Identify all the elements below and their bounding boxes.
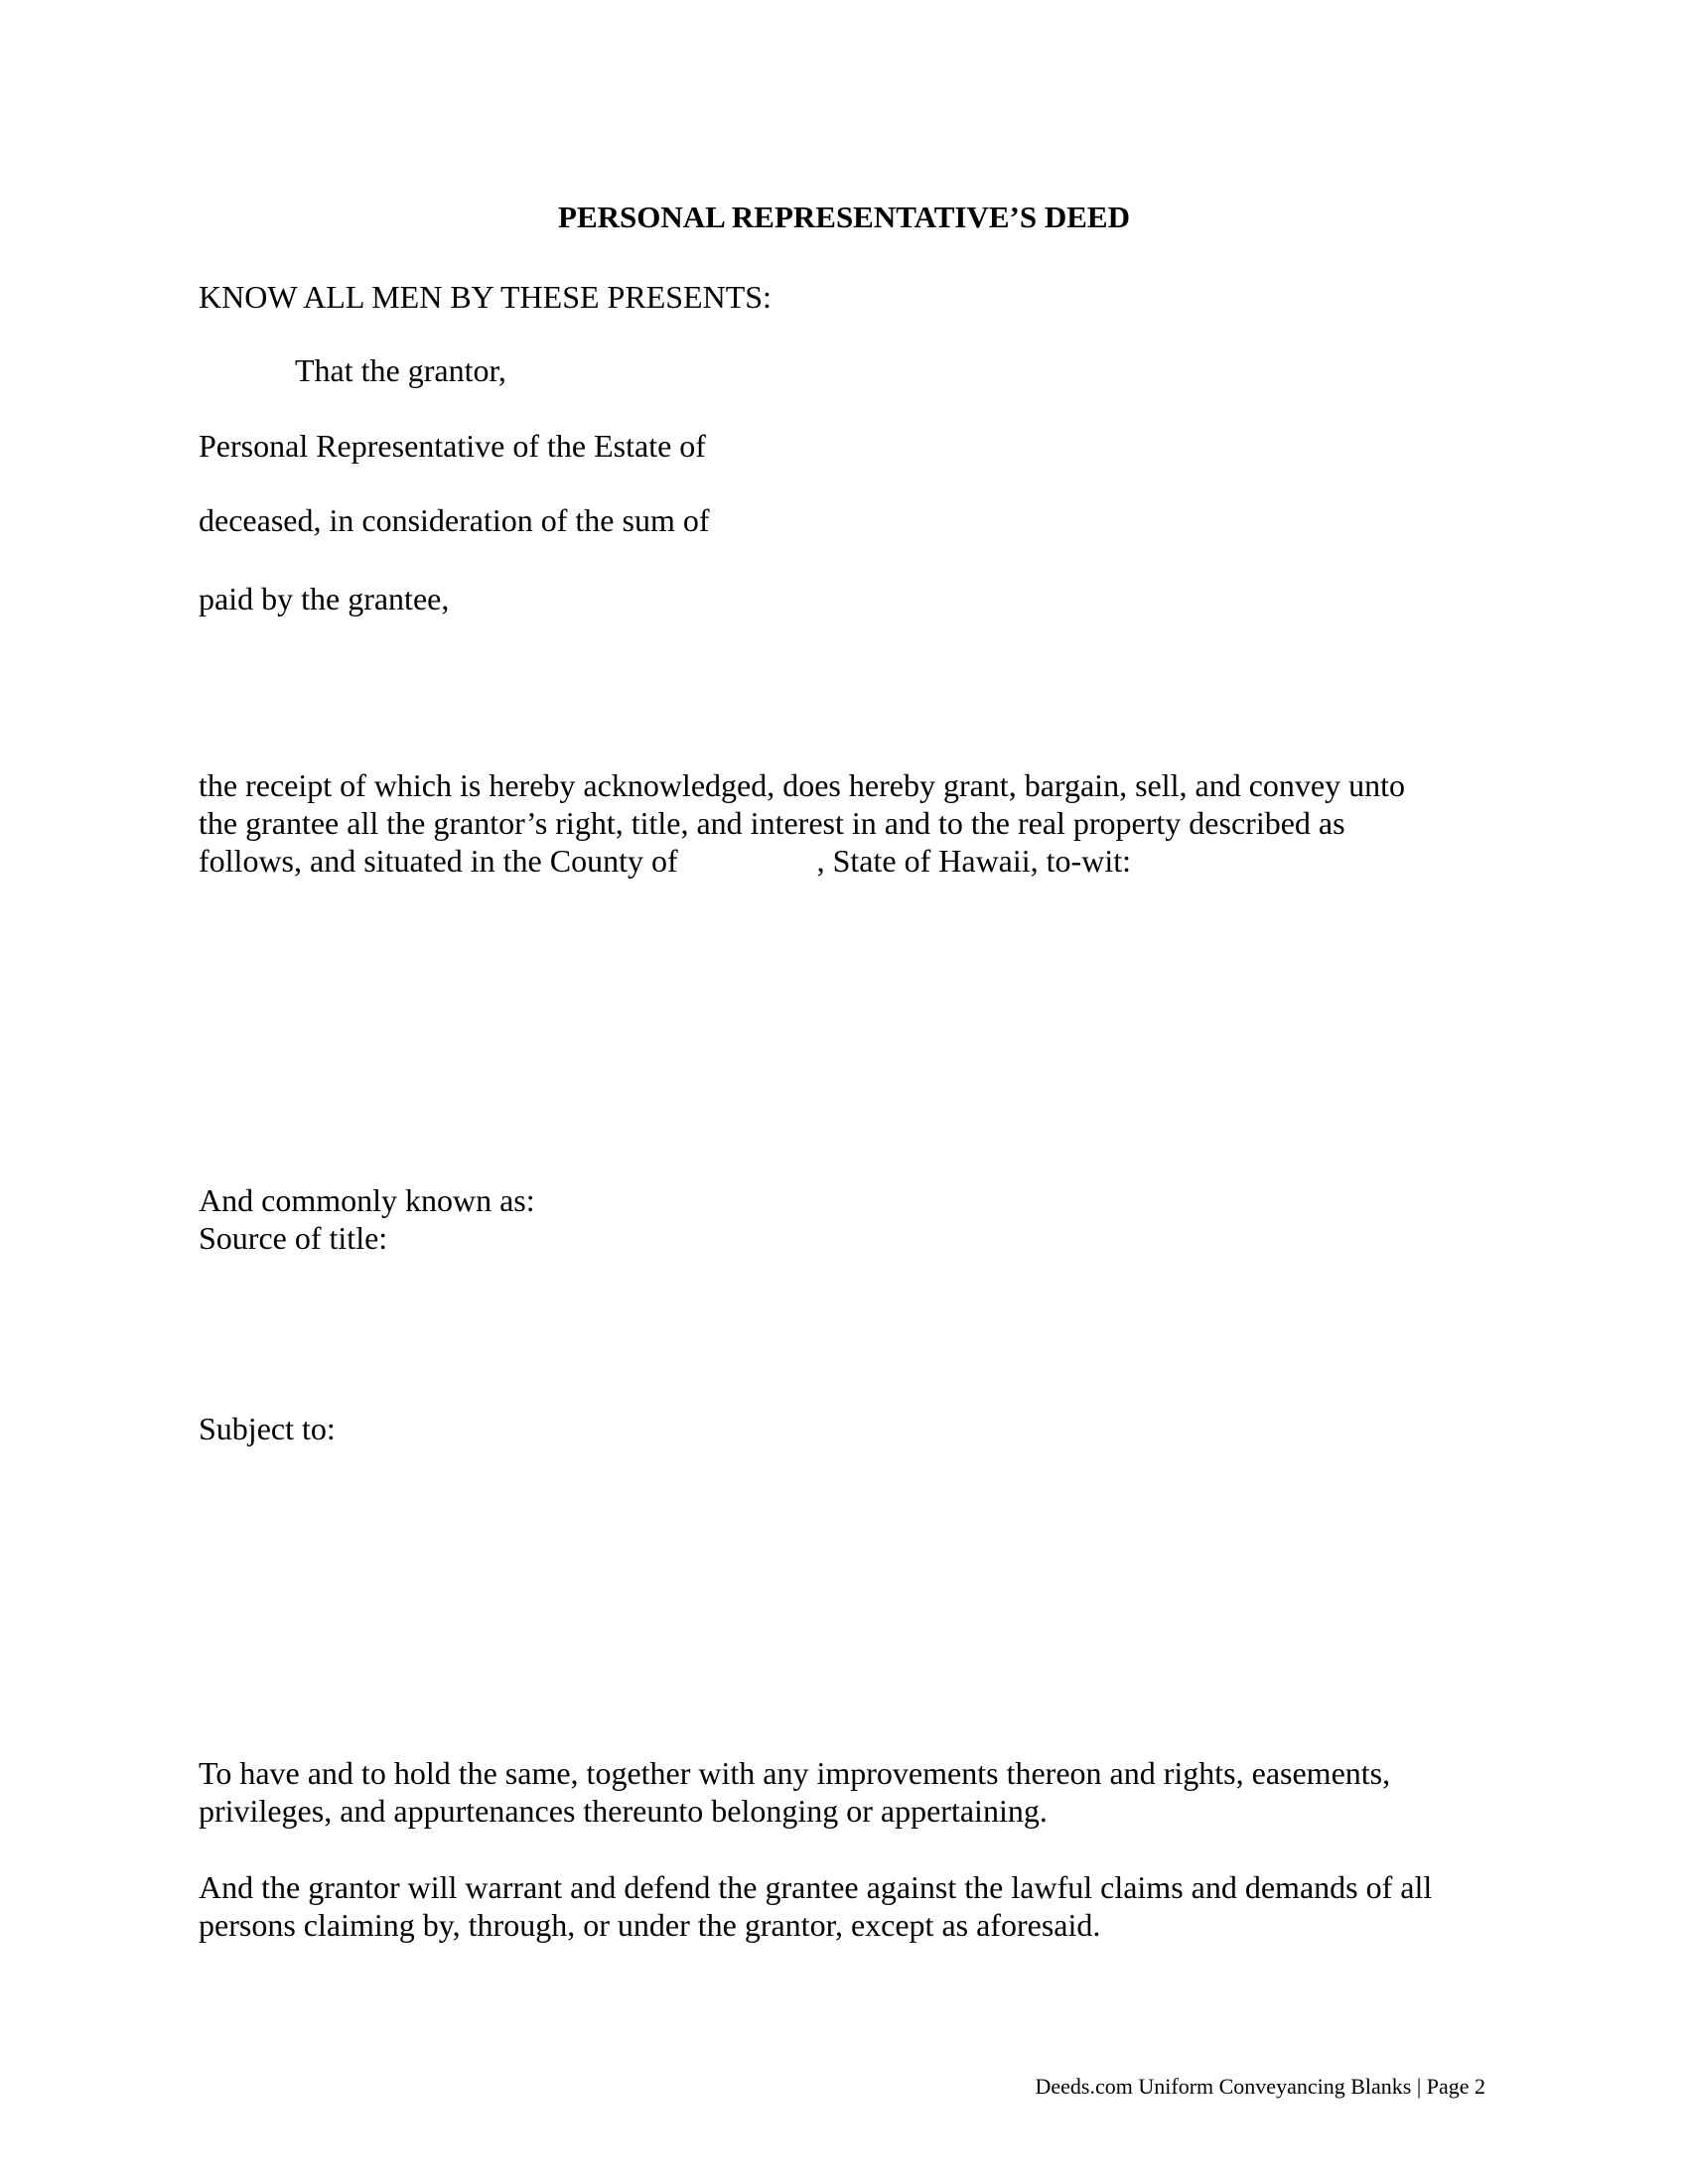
source-of-title-label: Source of title: xyxy=(199,1220,388,1256)
habendum-line-2: privileges, and appurtenances thereunto belonging or appertaining. xyxy=(199,1793,1048,1829)
grantor-line: That the grantor, xyxy=(295,352,506,388)
deceased-line: deceased, in consideration of the sum of xyxy=(199,502,710,538)
conveyance-line-1: the receipt of which is hereby acknowledged, does hereby grant, bargain, sell, and convey unto xyxy=(199,767,1405,803)
page-footer: Deeds.com Uniform Conveyancing Blanks | Page 2 xyxy=(1035,2074,1485,2099)
conveyance-line-3 xyxy=(199,842,1519,880)
habendum-line-1: To have and to hold the same, together with any improvements thereon and rights, easements, xyxy=(199,1755,1391,1791)
conveyance-paragraph xyxy=(199,766,1519,880)
county-label: follows, and situated in the County of xyxy=(199,843,678,879)
habendum-paragraph xyxy=(199,1754,1519,1830)
subject-to-label: Subject to: xyxy=(199,1411,336,1446)
page-title: PERSONAL REPRESENTATIVE’S DEED xyxy=(558,200,1130,234)
state-label: , State of Hawaii, to-wit: xyxy=(816,843,1131,879)
paid-line: paid by the grantee, xyxy=(199,581,450,616)
property-identification xyxy=(199,1181,1519,1257)
warranty-line-2: persons claiming by, through, or under the grantor, except as aforesaid. xyxy=(199,1907,1101,1943)
warranty-paragraph xyxy=(199,1868,1519,1944)
warranty-line-1: And the grantor will warrant and defend the grantee against the lawful claims and demands of all xyxy=(199,1869,1433,1905)
conveyance-line-2: the grantee all the grantor’s right, title, and interest in and to the real property described as xyxy=(199,805,1345,841)
representative-line: Personal Representative of the Estate of xyxy=(199,428,706,464)
opening-clause: KNOW ALL MEN BY THESE PRESENTS: xyxy=(199,279,772,315)
commonly-known-label: And commonly known as: xyxy=(199,1182,535,1218)
